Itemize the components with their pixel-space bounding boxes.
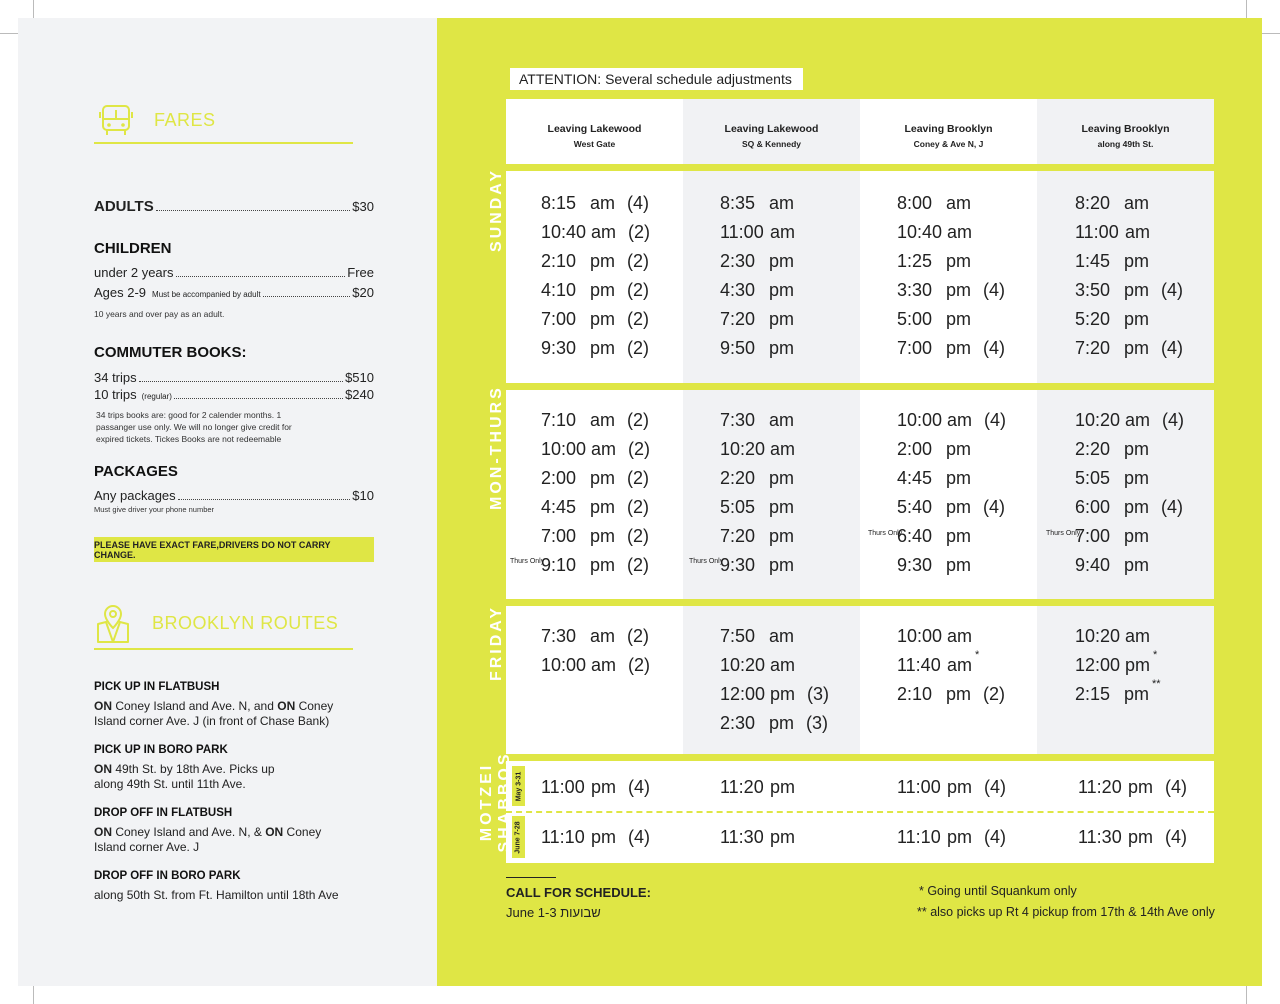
day-label-motzei: MOTZEI (478, 762, 495, 842)
packages-price: $10 (352, 488, 374, 503)
ampm: am (946, 193, 972, 213)
time-value: 2:00 (541, 468, 577, 488)
ampm: am (770, 222, 796, 242)
call-title: CALL FOR SCHEDULE: (506, 885, 651, 900)
ampm: pm (590, 468, 616, 488)
route-note: (3) (806, 713, 828, 733)
crop-mark (1262, 33, 1280, 34)
time-value: 7:30 (541, 626, 577, 646)
time-value: 12:00 (720, 684, 766, 704)
routes-header (94, 602, 338, 644)
ampm: pm (769, 251, 795, 271)
ampm: am (590, 626, 616, 646)
trips10-price: $240 (345, 387, 374, 402)
day-label-sunday: SUNDAY (488, 167, 505, 253)
ampm: pm (1124, 280, 1150, 300)
ampm: pm (590, 555, 616, 575)
ampm: pm (1124, 309, 1150, 329)
trips34-row (94, 370, 374, 385)
time-value: 11:40 (897, 655, 941, 675)
route-note: (4) (628, 827, 650, 847)
commuter-note: 34 trips books are: good for 2 calender months. 1 passanger use only. We will no longer give credit for expired tickets. Tickes Books are not redeemable (96, 410, 292, 444)
divider (94, 648, 353, 650)
ampm: pm (1124, 338, 1150, 358)
ampm: am (590, 193, 616, 213)
ampm: am (770, 655, 796, 675)
route-note: (3) (807, 684, 829, 704)
ampm: am (590, 410, 616, 430)
route-note: (2) (627, 626, 649, 646)
route-note: (4) (1165, 777, 1187, 797)
exact-fare-banner: PLEASE HAVE EXACT FARE,DRIVERS DO NOT CARRY CHANGE. (94, 537, 374, 562)
route-note: * (1153, 649, 1158, 661)
time-value: 7:00 (897, 338, 933, 358)
ampm: pm (770, 777, 796, 797)
ampm: pm (769, 555, 795, 575)
route-note: (2) (627, 309, 649, 329)
time-value: 5:05 (1075, 468, 1111, 488)
day-label-monthurs: MON-THURS (488, 385, 505, 510)
fares-title: FARES (154, 109, 216, 130)
time-value: 4:10 (541, 280, 577, 300)
crop-mark (33, 986, 34, 1004)
time-value: 8:15 (541, 193, 577, 213)
time-value: 9:40 (1075, 555, 1111, 575)
time-value: 10:00 (541, 439, 587, 459)
time-value: 10:20 (720, 439, 766, 459)
ampm: pm (946, 309, 972, 329)
children-title: CHILDREN (94, 240, 172, 257)
time-value: 6:40 (897, 526, 933, 546)
ampm: am (1125, 222, 1151, 242)
route-note: (2) (627, 555, 649, 575)
ampm: pm (946, 251, 972, 271)
time-value: 11:10 (897, 827, 941, 847)
route-note: (4) (627, 193, 649, 213)
footnote-1: * Going until Squankum only (919, 884, 1077, 898)
time-value: 5:20 (1075, 309, 1111, 329)
route-note: (4) (1165, 827, 1187, 847)
time-value: 11:00 (720, 222, 764, 242)
time-value: 2:10 (541, 251, 577, 271)
route-heading: PICK UP IN FLATBUSH (94, 681, 220, 693)
route-note: * (975, 649, 980, 661)
time-value: 10:00 (897, 626, 943, 646)
time-value: 11:30 (1078, 827, 1122, 847)
time-value: 10:20 (1075, 410, 1121, 430)
footnote-2: ** also picks up Rt 4 pickup from 17th & 14th Ave only (917, 905, 1215, 919)
route-note: (2) (628, 222, 650, 242)
route-note: (2) (627, 251, 649, 271)
ampm: pm (769, 713, 795, 733)
crop-mark (1246, 986, 1247, 1004)
time-value: 12:00 (1075, 655, 1121, 675)
adults-row (94, 198, 374, 215)
route-note: (2) (628, 655, 650, 675)
divider (506, 877, 556, 878)
time-value: 10:00 (541, 655, 587, 675)
commuter-title: COMMUTER BOOKS: (94, 344, 247, 361)
ampm: am (947, 222, 973, 242)
time-value: 1:45 (1075, 251, 1111, 271)
packages-note: Must give driver your phone number (94, 505, 215, 514)
route-note: (2) (627, 410, 649, 430)
route-note: (2) (627, 468, 649, 488)
ampm: pm (1124, 526, 1150, 546)
adults-label: ADULTS (94, 198, 154, 215)
time-value: 2:15 (1075, 684, 1111, 704)
ampm: pm (946, 439, 972, 459)
trips10-row (94, 387, 374, 402)
ampm: pm (1124, 468, 1150, 488)
time-value: 4:45 (541, 497, 577, 517)
trips34-label: 34 trips (94, 370, 137, 385)
ampm: pm (947, 777, 973, 797)
route-note: (2) (627, 497, 649, 517)
ampm: pm (1124, 555, 1150, 575)
time-value: 5:05 (720, 497, 756, 517)
crop-mark (33, 0, 34, 18)
ampm: am (769, 626, 795, 646)
ampm: pm (590, 526, 616, 546)
attention-notice: ATTENTION: Several schedule adjustments (510, 68, 803, 90)
time-value: 3:50 (1075, 280, 1111, 300)
column-header: Leaving Brooklyn Coney & Ave N, J (904, 123, 993, 149)
route-note: (4) (984, 777, 1006, 797)
time-value: 7:00 (1075, 526, 1111, 546)
ampm: am (769, 410, 795, 430)
route-note: (4) (984, 827, 1006, 847)
call-sub: June 1-3 שבועות (506, 905, 601, 920)
route-note: (2) (627, 338, 649, 358)
route-note: (2) (627, 280, 649, 300)
ampm: am (947, 655, 973, 675)
ampm: pm (1124, 684, 1150, 704)
ages-price: $20 (352, 285, 374, 300)
time-value: 3:30 (897, 280, 933, 300)
route-heading: DROP OFF IN BORO PARK (94, 870, 241, 882)
route-note: (4) (1161, 338, 1183, 358)
route-heading: DROP OFF IN FLATBUSH (94, 807, 233, 819)
ampm: am (591, 222, 617, 242)
ampm: am (591, 655, 617, 675)
ampm: pm (590, 309, 616, 329)
time-value: 2:10 (897, 684, 933, 704)
route-note: (4) (984, 410, 1006, 430)
crop-mark (1246, 0, 1247, 18)
ampm: pm (769, 526, 795, 546)
route-heading: PICK UP IN BORO PARK (94, 744, 228, 756)
time-value: 7:20 (720, 309, 756, 329)
ampm: pm (769, 309, 795, 329)
ampm: am (947, 626, 973, 646)
ampm: pm (1124, 251, 1150, 271)
time-value: 10:20 (1075, 626, 1121, 646)
ampm: pm (947, 827, 973, 847)
ampm: pm (946, 280, 972, 300)
route-note: (4) (628, 777, 650, 797)
ampm: am (947, 410, 973, 430)
time-value: 7:00 (541, 526, 577, 546)
thurs-only-tag: Thurs Only (689, 558, 724, 565)
route-note: (2) (628, 439, 650, 459)
thurs-only-tag: Thurs Only (510, 558, 545, 565)
time-value: 8:20 (1075, 193, 1111, 213)
bus-icon (98, 102, 134, 138)
adults-price: $30 (352, 199, 374, 214)
ampm: pm (946, 338, 972, 358)
time-value: 11:30 (720, 827, 764, 847)
time-value: 2:20 (720, 468, 756, 488)
trips10-label: 10 trips (94, 387, 137, 402)
divider (94, 142, 353, 144)
trips10-note: (regular) (141, 392, 172, 401)
route-note: (2) (627, 526, 649, 546)
ampm: pm (946, 497, 972, 517)
time-value: 11:20 (720, 777, 764, 797)
route-text: along 50th St. from Ft. Hamilton until 18th Ave (94, 888, 339, 902)
ampm: pm (946, 526, 972, 546)
time-value: 9:30 (720, 555, 756, 575)
ampm: pm (946, 555, 972, 575)
ampm: pm (770, 827, 796, 847)
route-note: (4) (983, 497, 1005, 517)
ampm: pm (1128, 777, 1154, 797)
packages-row (94, 488, 374, 503)
ampm: pm (590, 280, 616, 300)
time-value: 11:00 (1075, 222, 1119, 242)
under2-row (94, 265, 374, 280)
time-value: 10:00 (897, 410, 943, 430)
time-value: 9:30 (897, 555, 933, 575)
time-value: 11:00 (541, 777, 585, 797)
time-value: 5:00 (897, 309, 933, 329)
ages-label: Ages 2-9 (94, 285, 147, 300)
column-header: Leaving Brooklyn along 49th St. (1081, 123, 1170, 149)
ampm: pm (1125, 655, 1151, 675)
time-value: 7:00 (541, 309, 577, 329)
route-note: (4) (983, 280, 1005, 300)
divider (506, 811, 1214, 813)
under2-label: under 2 years (94, 265, 174, 280)
time-value: 4:30 (720, 280, 756, 300)
time-value: 8:35 (720, 193, 756, 213)
time-value: 2:30 (720, 713, 756, 733)
ampm: pm (1124, 439, 1150, 459)
ampm: am (1125, 410, 1151, 430)
route-text: ON 49th St. by 18th Ave. Picks up along 49th St. until 11th Ave. (94, 762, 275, 791)
ampm: pm (769, 497, 795, 517)
ampm: pm (591, 827, 617, 847)
time-value: 1:25 (897, 251, 933, 271)
time-value: 9:10 (541, 555, 577, 575)
column-header: Leaving Lakewood West Gate (547, 123, 642, 149)
ampm: pm (769, 468, 795, 488)
ampm: pm (769, 280, 795, 300)
route-text: ON Coney Island and Ave. N, and ON Coney Island corner Ave. J (in front of Chase Bank) (94, 699, 334, 728)
ampm: am (770, 439, 796, 459)
packages-label: Any packages (94, 488, 176, 503)
time-value: 7:20 (720, 526, 756, 546)
route-note: (4) (1162, 410, 1184, 430)
time-value: 10:40 (541, 222, 587, 242)
ampm: pm (1128, 827, 1154, 847)
time-value: 10:40 (897, 222, 943, 242)
ages-row (94, 285, 374, 300)
ampm: am (1125, 626, 1151, 646)
ampm: pm (591, 777, 617, 797)
ampm: pm (590, 497, 616, 517)
route-note: (4) (1161, 497, 1183, 517)
ages-note: Must be accompanied by adult (152, 290, 261, 299)
thurs-only-tag: Thurs Only (1046, 530, 1081, 537)
ampm: pm (946, 468, 972, 488)
trips34-price: $510 (345, 370, 374, 385)
time-value: 7:10 (541, 410, 577, 430)
time-value: 8:00 (897, 193, 933, 213)
time-value: 6:00 (1075, 497, 1111, 517)
thurs-only-tag: Thurs Only (868, 530, 903, 537)
ampm: pm (769, 338, 795, 358)
fares-header (98, 102, 216, 138)
route-note: (4) (983, 338, 1005, 358)
routes-title: BROOKLYN ROUTES (152, 612, 339, 633)
month-tag-may: May 3-31 (512, 766, 525, 806)
time-value: 2:20 (1075, 439, 1111, 459)
time-value: 7:30 (720, 410, 756, 430)
ampm: am (769, 193, 795, 213)
ampm: pm (590, 338, 616, 358)
time-value: 7:20 (1075, 338, 1111, 358)
route-text: ON Coney Island and Ave. N, & ON Coney Island corner Ave. J (94, 825, 322, 854)
ampm: pm (770, 684, 796, 704)
day-label-friday: FRIDAY (488, 604, 505, 682)
route-note: (2) (983, 684, 1005, 704)
ampm: pm (590, 251, 616, 271)
time-value: 11:10 (541, 827, 585, 847)
month-tag-june: June 7-28 (512, 816, 525, 858)
ampm: am (591, 439, 617, 459)
time-value: 9:30 (541, 338, 577, 358)
time-value: 4:45 (897, 468, 933, 488)
time-value: 10:20 (720, 655, 766, 675)
route-note: ** (1152, 678, 1161, 690)
time-value: 11:00 (897, 777, 941, 797)
time-value: 5:40 (897, 497, 933, 517)
time-value: 11:20 (1078, 777, 1122, 797)
route-note: (4) (1161, 280, 1183, 300)
time-value: 2:00 (897, 439, 933, 459)
under2-price: Free (347, 265, 374, 280)
packages-title: PACKAGES (94, 463, 178, 480)
ampm: pm (1124, 497, 1150, 517)
ampm: pm (946, 684, 972, 704)
ampm: am (1124, 193, 1150, 213)
time-value: 2:30 (720, 251, 756, 271)
crop-mark (0, 33, 18, 34)
ten-note: 10 years and over pay as an adult. (94, 309, 225, 319)
column-header: Leaving Lakewood SQ & Kennedy (724, 123, 819, 149)
map-pin-icon (94, 602, 132, 644)
day-label-shabbos: SHABBOS (496, 751, 513, 853)
schedule-header (506, 99, 1214, 164)
time-value: 7:50 (720, 626, 756, 646)
time-value: 9:50 (720, 338, 756, 358)
